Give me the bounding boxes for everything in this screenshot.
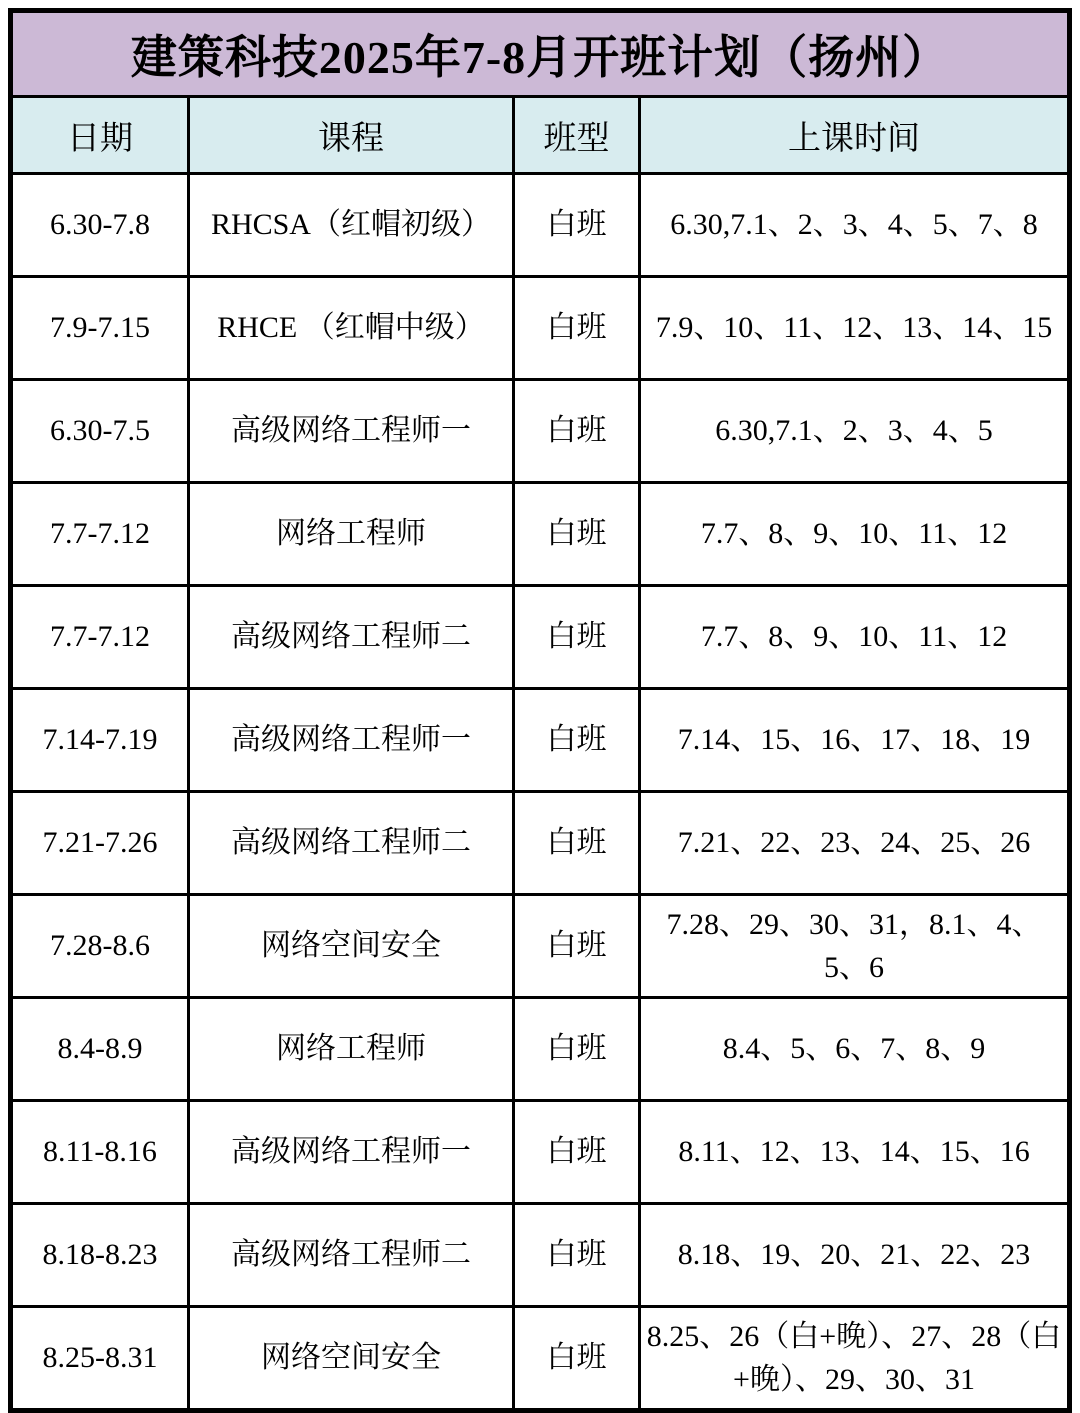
cell-schedule: 6.30,7.1、2、3、4、5 xyxy=(640,380,1070,483)
cell-schedule: 7.9、10、11、12、13、14、15 xyxy=(640,277,1070,380)
table-row xyxy=(11,1101,1070,1204)
cell-class-type: 白班 xyxy=(514,586,640,689)
cell-date: 8.25-8.31 xyxy=(11,1307,189,1411)
cell-date: 7.28-8.6 xyxy=(11,895,189,998)
table-row xyxy=(11,586,1070,689)
table-row xyxy=(11,380,1070,483)
class-schedule-table xyxy=(8,8,1072,1413)
table-head xyxy=(11,11,1070,174)
cell-class-type: 白班 xyxy=(514,380,640,483)
page-title: 建策科技2025年7-8月开班计划（扬州） xyxy=(11,11,1070,97)
cell-class-type: 白班 xyxy=(514,1204,640,1307)
cell-date: 8.11-8.16 xyxy=(11,1101,189,1204)
cell-date: 6.30-7.8 xyxy=(11,174,189,277)
table-row xyxy=(11,895,1070,998)
cell-class-type: 白班 xyxy=(514,895,640,998)
table-row xyxy=(11,277,1070,380)
cell-date: 7.21-7.26 xyxy=(11,792,189,895)
cell-class-type: 白班 xyxy=(514,483,640,586)
cell-schedule: 8.18、19、20、21、22、23 xyxy=(640,1204,1070,1307)
table-row xyxy=(11,689,1070,792)
cell-class-type: 白班 xyxy=(514,792,640,895)
cell-schedule: 6.30,7.1、2、3、4、5、7、8 xyxy=(640,174,1070,277)
cell-course: 网络工程师 xyxy=(188,483,513,586)
cell-course: 网络空间安全 xyxy=(188,895,513,998)
cell-class-type: 白班 xyxy=(514,277,640,380)
table-row xyxy=(11,483,1070,586)
cell-date: 7.7-7.12 xyxy=(11,483,189,586)
cell-course: RHCSA（红帽初级） xyxy=(188,174,513,277)
cell-course: 高级网络工程师一 xyxy=(188,689,513,792)
cell-schedule: 8.4、5、6、7、8、9 xyxy=(640,998,1070,1101)
cell-class-type: 白班 xyxy=(514,998,640,1101)
cell-schedule: 8.25、26（白+晚）、27、28（白+晚）、29、30、31 xyxy=(640,1307,1070,1411)
cell-course: 高级网络工程师二 xyxy=(188,792,513,895)
cell-schedule: 7.28、29、30、31，8.1、4、5、6 xyxy=(640,895,1070,998)
cell-class-type: 白班 xyxy=(514,689,640,792)
table-row xyxy=(11,174,1070,277)
cell-date: 8.4-8.9 xyxy=(11,998,189,1101)
table-row xyxy=(11,1307,1070,1411)
cell-course: 网络空间安全 xyxy=(188,1307,513,1411)
header-row xyxy=(11,97,1070,174)
table-row xyxy=(11,998,1070,1101)
cell-date: 7.14-7.19 xyxy=(11,689,189,792)
cell-date: 8.18-8.23 xyxy=(11,1204,189,1307)
cell-course: 高级网络工程师二 xyxy=(188,586,513,689)
column-header-schedule: 上课时间 xyxy=(640,97,1070,174)
cell-schedule: 8.11、12、13、14、15、16 xyxy=(640,1101,1070,1204)
cell-class-type: 白班 xyxy=(514,1307,640,1411)
cell-class-type: 白班 xyxy=(514,1101,640,1204)
column-header-course: 课程 xyxy=(188,97,513,174)
table-row xyxy=(11,1204,1070,1307)
cell-schedule: 7.7、8、9、10、11、12 xyxy=(640,483,1070,586)
cell-date: 7.7-7.12 xyxy=(11,586,189,689)
table-body xyxy=(11,174,1070,1411)
cell-course: 高级网络工程师一 xyxy=(188,380,513,483)
cell-course: 高级网络工程师一 xyxy=(188,1101,513,1204)
cell-course: 网络工程师 xyxy=(188,998,513,1101)
cell-course: 高级网络工程师二 xyxy=(188,1204,513,1307)
column-header-class-type: 班型 xyxy=(514,97,640,174)
cell-course: RHCE （红帽中级） xyxy=(188,277,513,380)
cell-schedule: 7.7、8、9、10、11、12 xyxy=(640,586,1070,689)
cell-class-type: 白班 xyxy=(514,174,640,277)
cell-date: 6.30-7.5 xyxy=(11,380,189,483)
table-row xyxy=(11,792,1070,895)
cell-schedule: 7.14、15、16、17、18、19 xyxy=(640,689,1070,792)
cell-schedule: 7.21、22、23、24、25、26 xyxy=(640,792,1070,895)
cell-date: 7.9-7.15 xyxy=(11,277,189,380)
title-row xyxy=(11,11,1070,97)
column-header-date: 日期 xyxy=(11,97,189,174)
